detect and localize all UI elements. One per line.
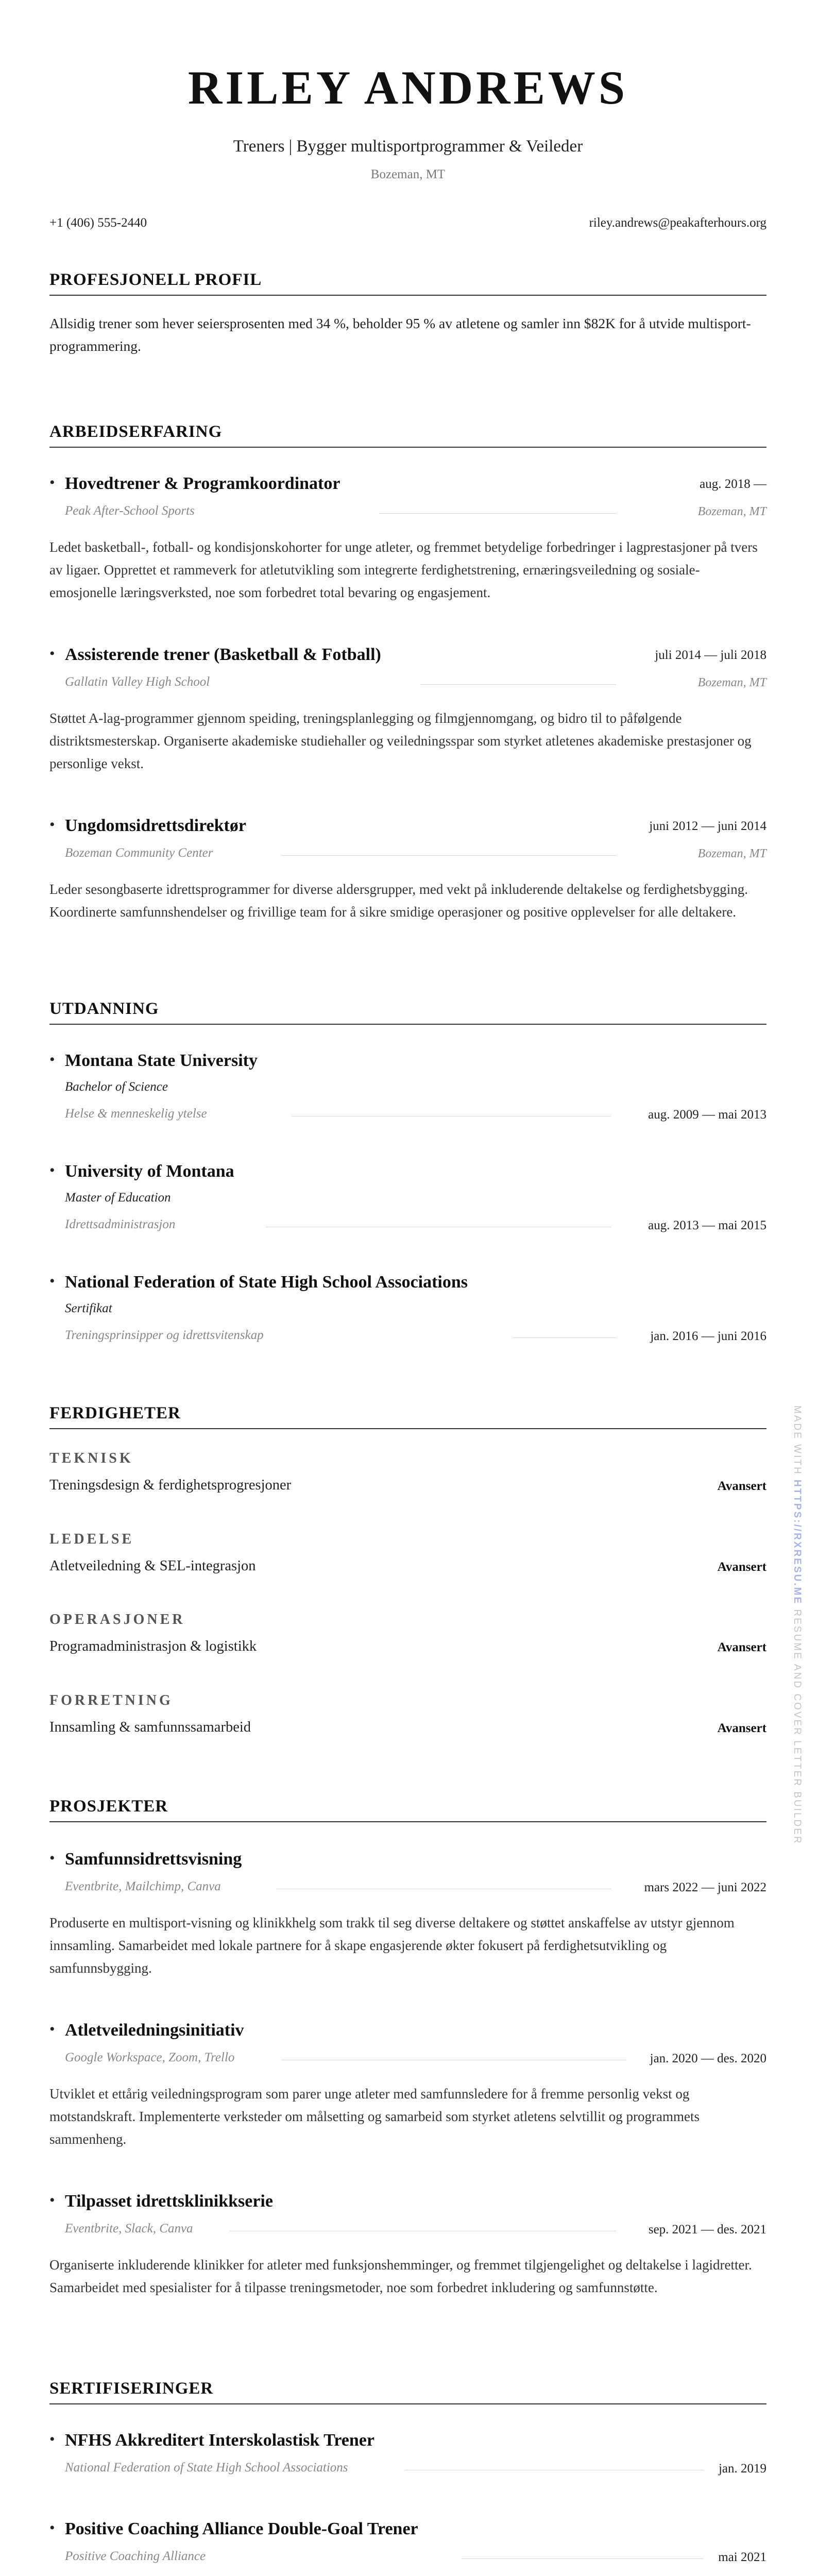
- project-dates: sep. 2021 — des. 2021: [648, 2223, 766, 2236]
- project-title: Atletveiledningsinitiativ: [65, 2021, 244, 2040]
- job-dates: juli 2014 — juli 2018: [655, 648, 766, 662]
- certification-issuer: National Federation of State High School Associations: [65, 2461, 348, 2475]
- certification-issuer: Positive Coaching Alliance: [65, 2549, 206, 2563]
- certification-title: NFHS Akkreditert Interskolastisk Trener: [65, 2431, 374, 2450]
- section-title-profile: PROFESJONELL PROFIL: [49, 270, 766, 296]
- education-dates: jan. 2016 — juni 2016: [650, 1329, 766, 1343]
- project-description: Utviklet et ettårig veiledningsprogram som parer unge atleter med samfunnsledere for å fremme personlig vekst og motstandskraft. Implementerte verksteder om målsetting og samarbeid som styrket atletens selvtillit og programmets sammenheng.: [49, 2086, 700, 2147]
- watermark-suffix: RESUME AND COVER LETTER BUILDER: [792, 1609, 803, 1845]
- degree: Sertifikat: [65, 1301, 112, 1315]
- divider-line: [462, 2558, 704, 2559]
- job-title: Assisterende trener (Basketball & Fotball): [65, 645, 381, 664]
- section-title-certifications: SERTIFISERINGER: [49, 2379, 766, 2404]
- job-organization: Bozeman Community Center: [65, 846, 213, 860]
- skill-category: LEDELSE: [49, 1531, 134, 1547]
- certifications-section: [49, 2379, 766, 2404]
- skill-name: Atletveiledning & SEL-integrasjon: [49, 1558, 256, 1574]
- field-of-study: Treningsprinsipper og idrettsvitenskap: [65, 1328, 264, 1342]
- candidate-location: Bozeman, MT: [370, 167, 446, 181]
- section-title-projects: PROSJEKTER: [49, 1797, 766, 1822]
- watermark-link[interactable]: HTTPS://RXRESU.ME: [792, 1480, 803, 1605]
- watermark-prefix: MADE WITH: [792, 1405, 803, 1476]
- divider-line: [281, 855, 616, 856]
- experience-section: [49, 422, 766, 448]
- section-title-skills: FERDIGHETER: [49, 1404, 766, 1429]
- education-dates: aug. 2013 — mai 2015: [648, 1218, 766, 1232]
- job-description: Leder sesongbaserte idrettsprogrammer for diverse aldersgrupper, med vekt på inkluderende deltakelse og ferdighetsbygging. Koordinerte samfunnshendelser og frivillige team for å sikre smidige operasjoner og positive opplevelser for alle deltakere.: [49, 882, 748, 920]
- skill-category: FORRETNING: [49, 1692, 173, 1708]
- project-tools: Eventbrite, Mailchimp, Canva: [65, 1879, 221, 1893]
- skill-level: Avansert: [717, 1479, 766, 1493]
- job-location: Bozeman, MT: [697, 847, 766, 860]
- bullet-icon: •: [49, 2192, 55, 2209]
- degree: Master of Education: [65, 1191, 171, 1205]
- bullet-icon: •: [49, 474, 55, 491]
- project-title: Samfunnsidrettsvisning: [65, 1850, 242, 1869]
- school-name: Montana State University: [65, 1051, 258, 1070]
- phone-number[interactable]: +1 (406) 555-2440: [49, 216, 147, 230]
- bullet-icon: •: [49, 1051, 55, 1068]
- job-location: Bozeman, MT: [697, 505, 766, 518]
- bullet-icon: •: [49, 1850, 55, 1867]
- watermark: [791, 1405, 803, 1845]
- contact-row: [49, 216, 766, 230]
- project-description: Produserte en multisport-visning og klinikkhelg som trakk til seg diverse deltakere og støttet anskaffelse av utstyr gjennom innsamling. Samarbeidet med lokale partnere for å skape engasjerende økter fokusert på ferdighetsutvikling og samfunnsbygging.: [49, 1915, 735, 1976]
- field-of-study: Idrettsadministrasjon: [65, 1217, 176, 1231]
- project-title: Tilpasset idrettsklinikkserie: [65, 2192, 273, 2211]
- skill-category: TEKNISK: [49, 1450, 133, 1466]
- job-dates: aug. 2018 —: [700, 477, 766, 491]
- candidate-tagline: Treners | Bygger multisportprogrammer & Veileder: [233, 137, 583, 156]
- section-title-experience: ARBEIDSERFARING: [49, 422, 766, 448]
- job-title: Hovedtrener & Programkoordinator: [65, 474, 340, 493]
- education-dates: aug. 2009 — mai 2013: [648, 1108, 766, 1122]
- divider-line: [420, 684, 616, 685]
- job-organization: Gallatin Valley High School: [65, 675, 210, 689]
- job-title: Ungdomsidrettsdirektør: [65, 816, 246, 835]
- skill-level: Avansert: [717, 1560, 766, 1574]
- project-tools: Google Workspace, Zoom, Trello: [65, 2050, 235, 2064]
- skill-level: Avansert: [717, 1640, 766, 1654]
- bullet-icon: •: [49, 1273, 55, 1290]
- skill-name: Programadministrasjon & logistikk: [49, 1638, 257, 1654]
- certification-title: Positive Coaching Alliance Double-Goal Trener: [65, 2519, 418, 2538]
- skill-category: OPERASJONER: [49, 1612, 185, 1628]
- school-name: National Federation of State High School Associations: [65, 1273, 468, 1292]
- profile-summary: Allsidig trener som hever seiersprosenten med 34 %, beholder 95 % av atletene og samler inn $82K for å utvide multisport-programmering.: [49, 315, 751, 354]
- bullet-icon: •: [49, 816, 55, 833]
- project-tools: Eventbrite, Slack, Canva: [65, 2222, 193, 2235]
- school-name: University of Montana: [65, 1162, 234, 1181]
- job-location: Bozeman, MT: [697, 676, 766, 689]
- project-dates: jan. 2020 — des. 2020: [650, 2052, 766, 2065]
- candidate-name: RILEY ANDREWS: [188, 61, 628, 114]
- email-address[interactable]: riley.andrews@peakafterhours.org: [589, 216, 766, 230]
- job-description: Støttet A-lag-programmer gjennom speiding, treningsplanlegging og filmgjennomgang, og bidro til to påfølgende distriktsmesterskap. Organiserte akademiske studiehaller og veiledningsspar som styrket atletenes akademiske prestasjoner og personlige vekst.: [49, 710, 752, 771]
- job-organization: Peak After-School Sports: [65, 504, 195, 518]
- certification-date: jan. 2019: [718, 2462, 766, 2476]
- project-description: Organiserte inkluderende klinikker for atleter med funksjonshemminger, og fremmet tilgjengelighet og deltakelse i lagidretter. Samarbeidet med spesialister for å tilpasse treningsmetoder, noe som forbedret inkludering og samfunnstøtte.: [49, 2257, 752, 2295]
- bullet-icon: •: [49, 645, 55, 662]
- field-of-study: Helse & menneskelig ytelse: [65, 1107, 207, 1121]
- skills-section: [49, 1404, 766, 1429]
- job-dates: juni 2012 — juni 2014: [649, 819, 766, 833]
- certification-date: mai 2021: [718, 2550, 766, 2564]
- projects-section: [49, 1797, 766, 1822]
- divider-line: [379, 513, 616, 514]
- section-title-education: UTDANNING: [49, 999, 766, 1025]
- profile-section: [49, 270, 766, 358]
- resume-content: [49, 0, 766, 2564]
- skill-level: Avansert: [717, 1721, 766, 1735]
- project-dates: mars 2022 — juni 2022: [644, 1880, 766, 1894]
- bullet-icon: •: [49, 2431, 55, 2448]
- bullet-icon: •: [49, 2519, 55, 2536]
- bullet-icon: •: [49, 1162, 55, 1179]
- degree: Bachelor of Science: [65, 1080, 168, 1094]
- skill-name: Innsamling & samfunnssamarbeid: [49, 1719, 251, 1735]
- skill-name: Treningsdesign & ferdighetsprogresjoner: [49, 1477, 292, 1493]
- bullet-icon: •: [49, 2021, 55, 2038]
- job-description: Ledet basketball-, fotball- og kondisjonskohorter for unge atleter, og fremmet betydelige forbedringer i lagprestasjoner på tvers av ligaer. Opprettet et rammeverk for atletutvikling som integrerte ferdighetstrening, ernæringsveiledning og sosiale-emosjonelle læringsverksted, noe som forbedret total bevaring og engasjement.: [49, 539, 758, 600]
- divider-line: [513, 1337, 616, 1338]
- education-section: [49, 999, 766, 1025]
